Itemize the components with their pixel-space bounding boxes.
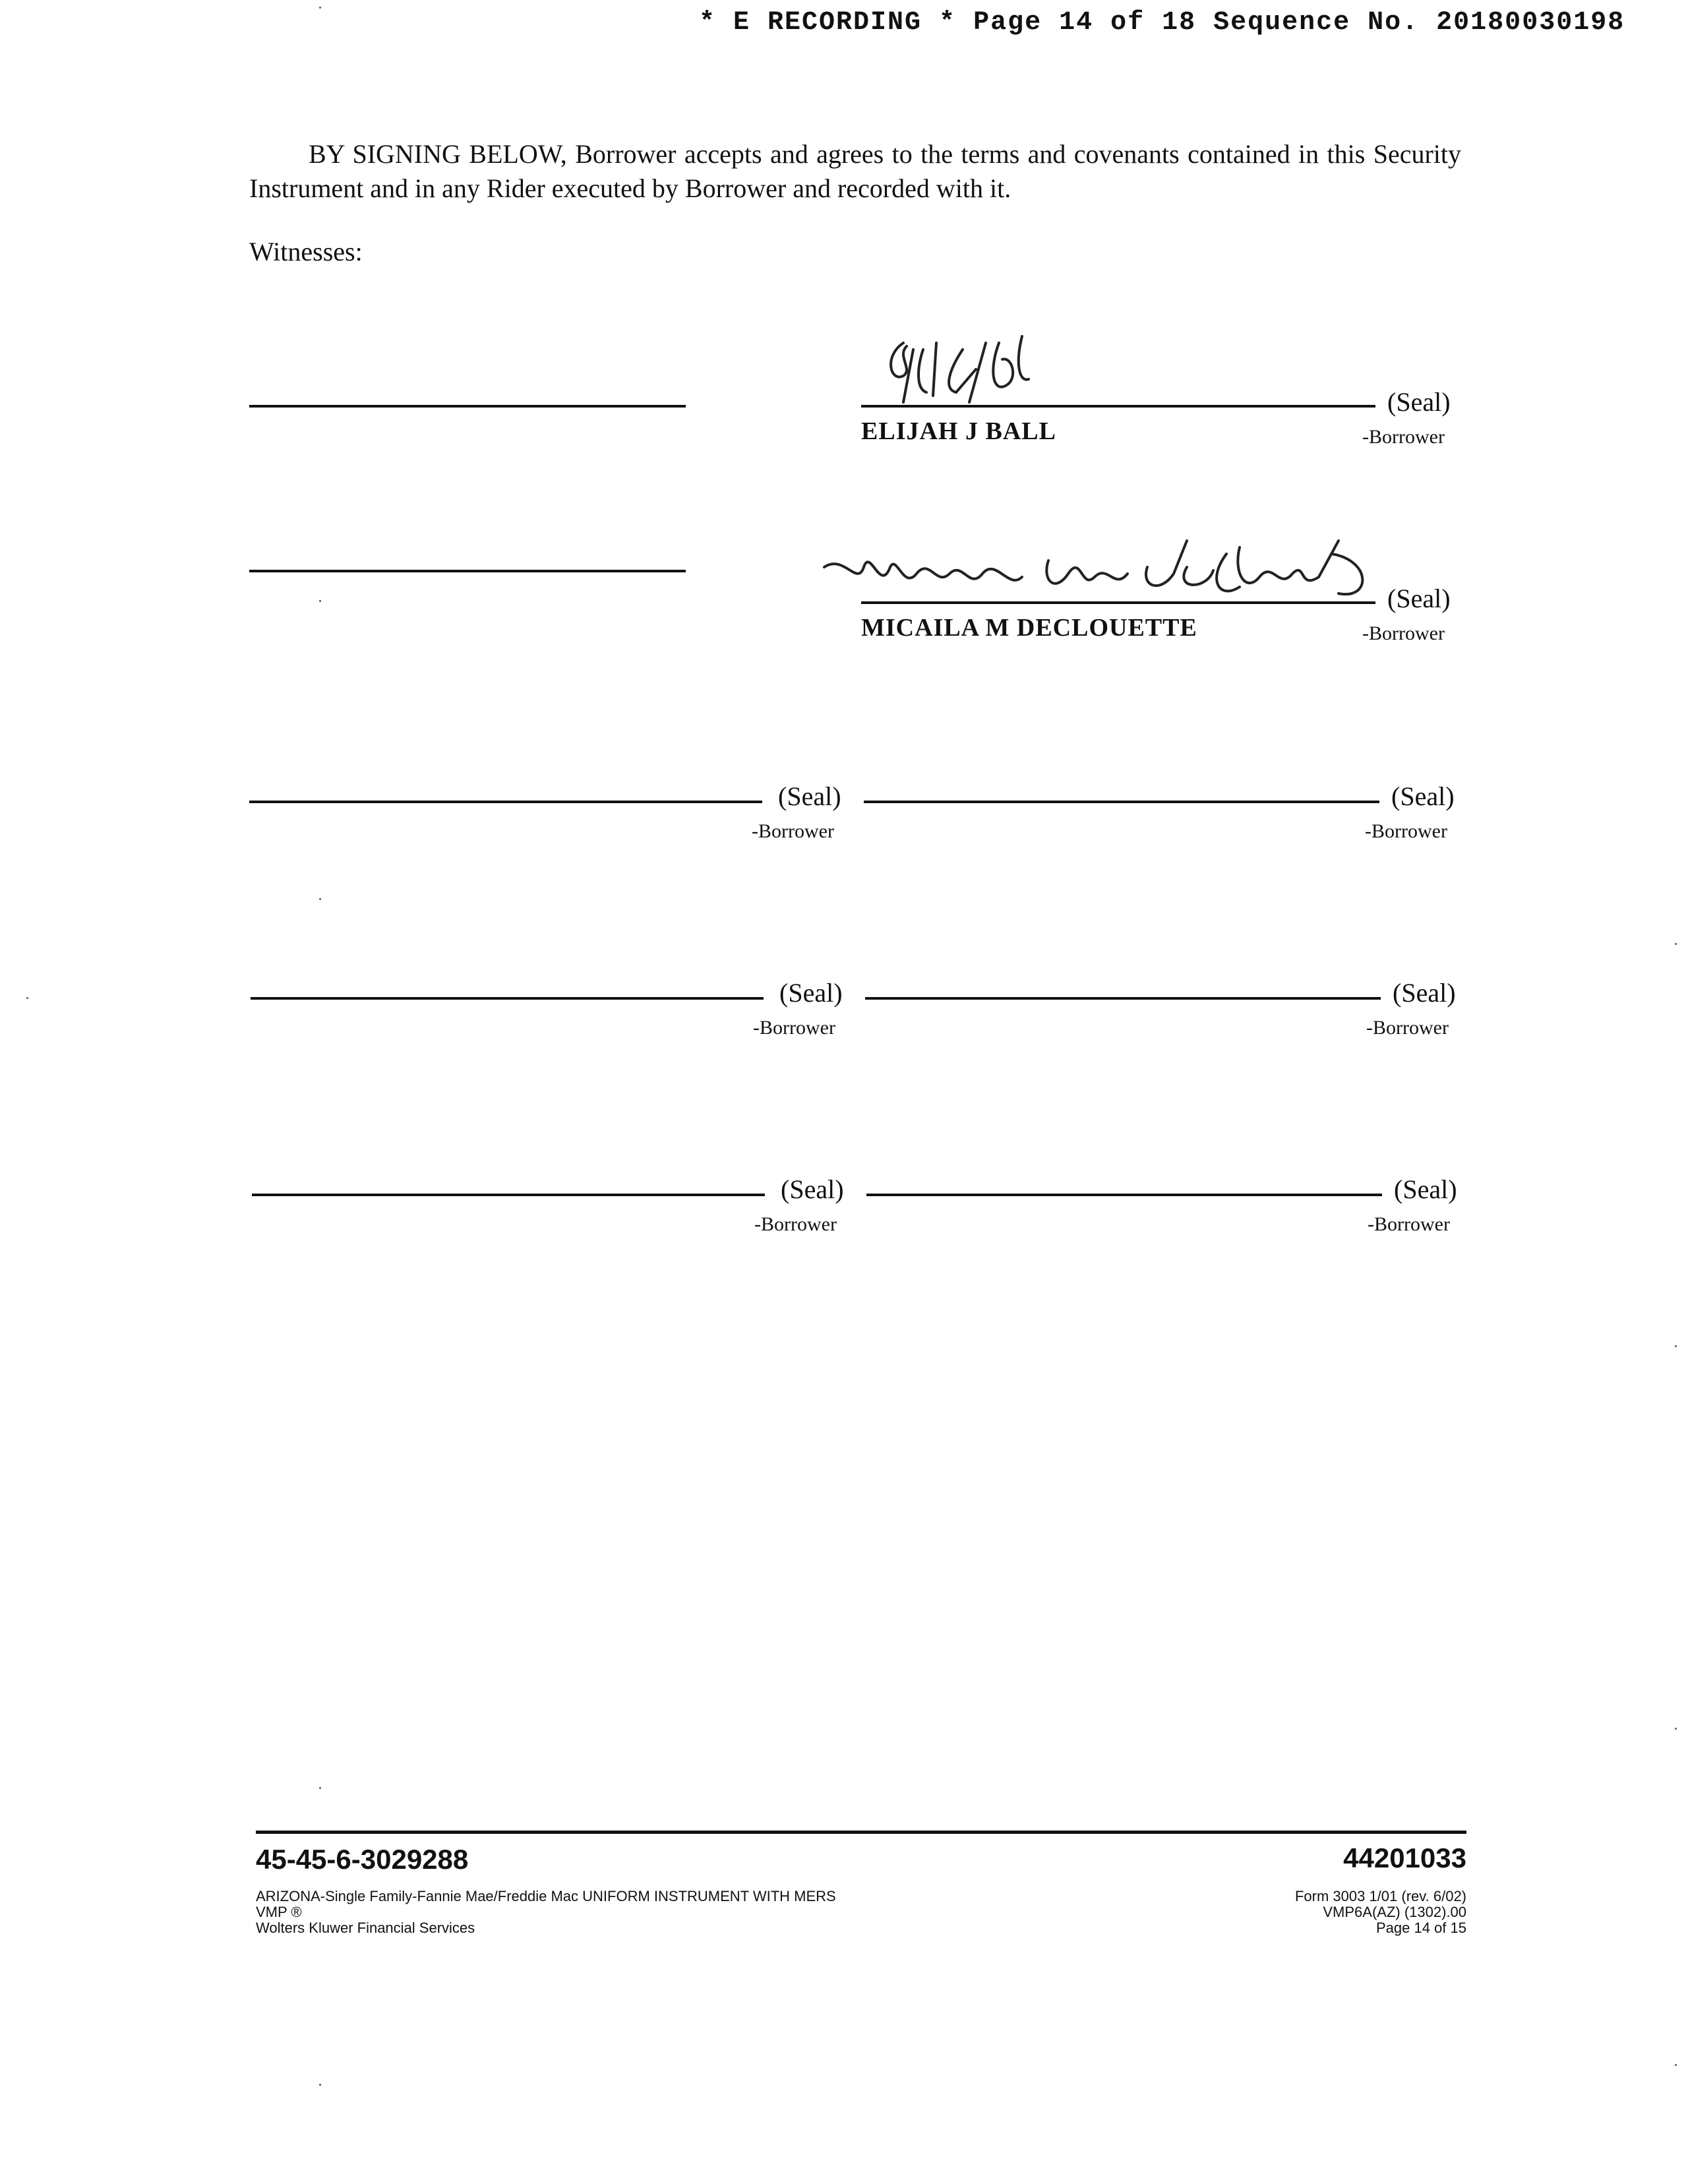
signature-image-2: [818, 528, 1378, 613]
signature-line-blank: [249, 801, 762, 803]
seal-label: (Seal): [1387, 584, 1451, 613]
borrower-label: -Borrower: [1365, 820, 1447, 842]
borrower-label: -Borrower: [1362, 426, 1445, 448]
borrower-label: -Borrower: [1368, 1213, 1450, 1235]
scan-speck: [1675, 2064, 1677, 2066]
scan-speck: [26, 997, 28, 999]
loan-number-right: 44201033: [1343, 1842, 1466, 1873]
scan-speck: [319, 600, 321, 602]
borrower-name-1: ELIJAH J BALL: [861, 417, 1056, 445]
seal-label: (Seal): [779, 978, 843, 1008]
form-info-right: [1295, 1889, 1466, 1936]
seal-label: (Seal): [1394, 1174, 1457, 1204]
loan-number-left: 45-45-6-3029288: [256, 1844, 469, 1875]
form-info-left: [256, 1889, 836, 1936]
borrower-label: -Borrower: [753, 1017, 835, 1039]
form-info-right-line: VMP6A(AZ) (1302).00: [1323, 1904, 1466, 1920]
form-info-right-line: Form 3003 1/01 (rev. 6/02): [1294, 1888, 1466, 1904]
recording-header: * E RECORDING * Page 14 of 18 Sequence No. 20180030198: [699, 8, 1625, 38]
form-info-right-line: Page 14 of 15: [1375, 1920, 1466, 1936]
witness-line-2: [249, 570, 686, 572]
witness-line-1: [249, 405, 686, 408]
seal-label: (Seal): [778, 781, 841, 811]
seal-label: (Seal): [1393, 978, 1456, 1008]
seal-label: (Seal): [781, 1174, 844, 1204]
signature-line-blank: [251, 997, 764, 1000]
borrower-label: -Borrower: [754, 1213, 837, 1235]
seal-label: (Seal): [1387, 387, 1451, 417]
scan-speck: [1675, 943, 1677, 945]
form-info-left-line: ARIZONA-Single Family-Fannie Mae/Freddie Mac UNIFORM INSTRUMENT WITH MERS: [256, 1888, 836, 1904]
seal-label: (Seal): [1391, 781, 1455, 811]
signature-image-1: [877, 330, 1095, 409]
scan-speck: [1675, 1345, 1677, 1347]
scan-speck: [319, 1787, 321, 1789]
form-info-left-line: VMP ®: [256, 1904, 302, 1920]
signature-line-blank: [252, 1194, 765, 1196]
borrower-label: -Borrower: [1366, 1017, 1449, 1039]
scan-speck: [319, 2084, 321, 2086]
form-info-left-line: Wolters Kluwer Financial Services: [256, 1920, 475, 1936]
signature-line-blank: [865, 997, 1381, 1000]
signing-paragraph-text: BY SIGNING BELOW, Borrower accepts and agrees to the terms and covenants contained in this Security Instrument and in any Rider executed by Borrower and recorded with it.: [249, 139, 1461, 203]
scan-speck: [319, 898, 321, 900]
scan-speck: [1675, 1728, 1677, 1730]
signature-line-2: [861, 601, 1375, 604]
borrower-label: -Borrower: [1362, 622, 1445, 644]
signature-line-1: [861, 405, 1375, 408]
witnesses-label: Witnesses:: [249, 237, 363, 266]
signature-line-blank: [864, 801, 1379, 803]
signature-line-blank: [866, 1194, 1382, 1196]
scan-speck: [319, 7, 321, 9]
borrower-label: -Borrower: [752, 820, 834, 842]
footer-rule: [256, 1831, 1466, 1834]
borrower-name-2: MICAILA M DECLOUETTE: [861, 614, 1197, 642]
signing-paragraph: [249, 137, 1461, 206]
